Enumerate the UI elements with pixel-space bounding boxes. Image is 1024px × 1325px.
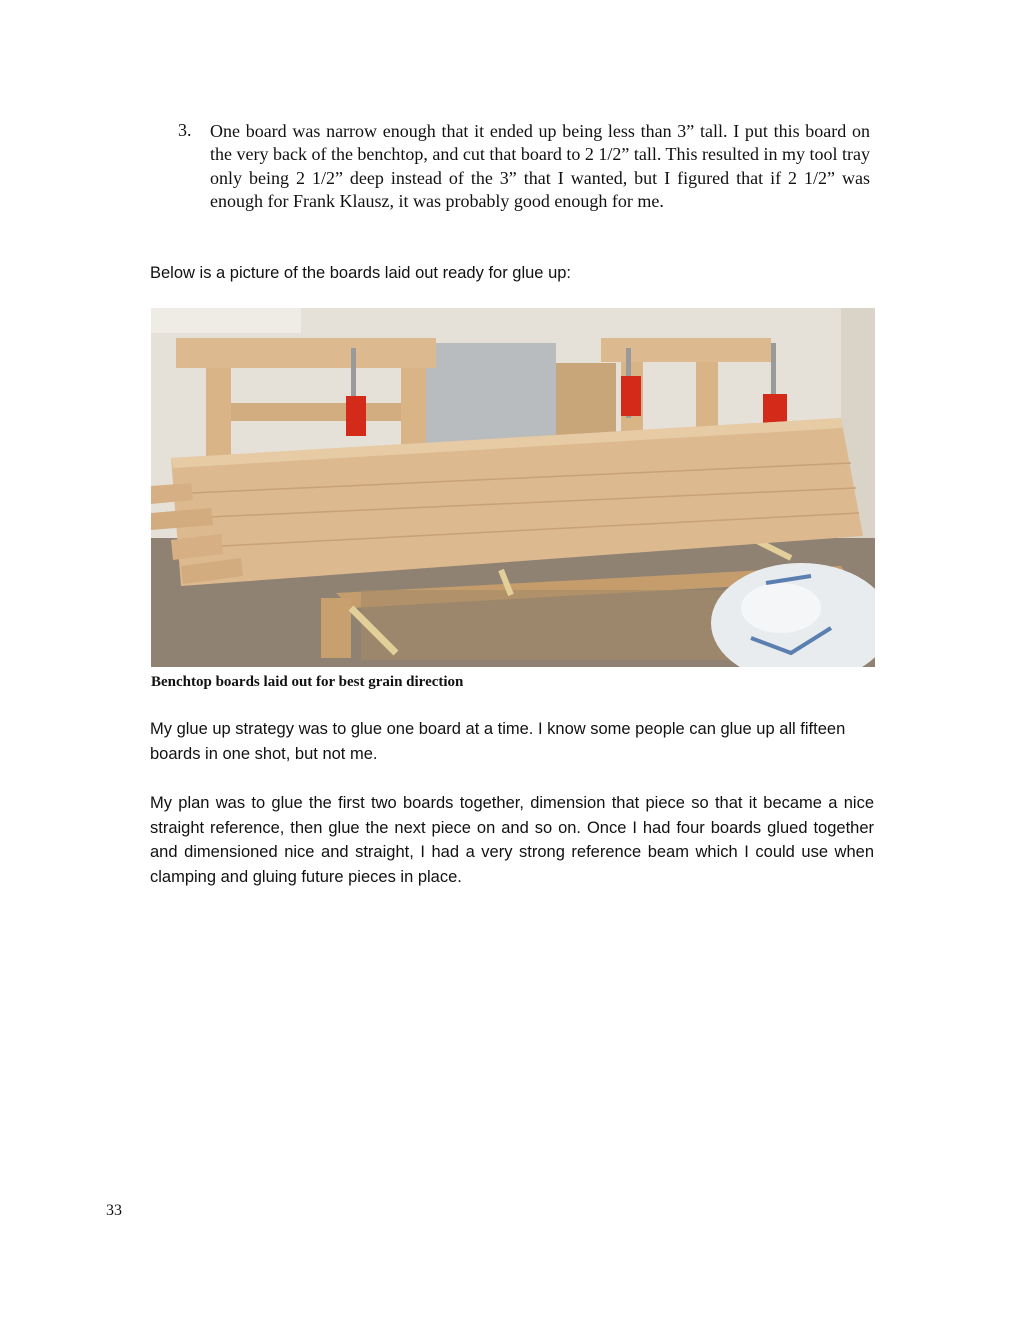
paragraph-glue-plan: My plan was to glue the first two boards together, dimension that piece so that it became a nice straight reference, then glue the next piece on and so on. Once I had four boards glued together and dimensioned nice and straight, I had a very strong reference beam which I could use when clamping and gluing future pieces in place. <box>150 794 874 886</box>
figure-caption: Benchtop boards laid out for best grain direction <box>151 674 464 690</box>
paragraph-glue-strategy: My glue up strategy was to glue one board at a time. I know some people can glue up all fifteen boards in one shot, but not me. <box>150 720 846 763</box>
list-item-number: 3. <box>178 120 192 140</box>
page-number: 33 <box>106 1202 122 1219</box>
list-item-text: One board was narrow enough that it ended up being less than 3” tall. I put this board on the very back of the benchtop, and cut that board to 2 1/2” tall. This resulted in my tool tray only being 2 1/2” deep instead of the 3” that I wanted, but I figured that if 2 1/2” was enough for Frank Klausz, it was probably good enough for me. <box>210 121 870 212</box>
intro-sentence: Below is a picture of the boards laid out ready for glue up: <box>150 264 571 282</box>
benchtop-boards-photo <box>151 308 875 667</box>
